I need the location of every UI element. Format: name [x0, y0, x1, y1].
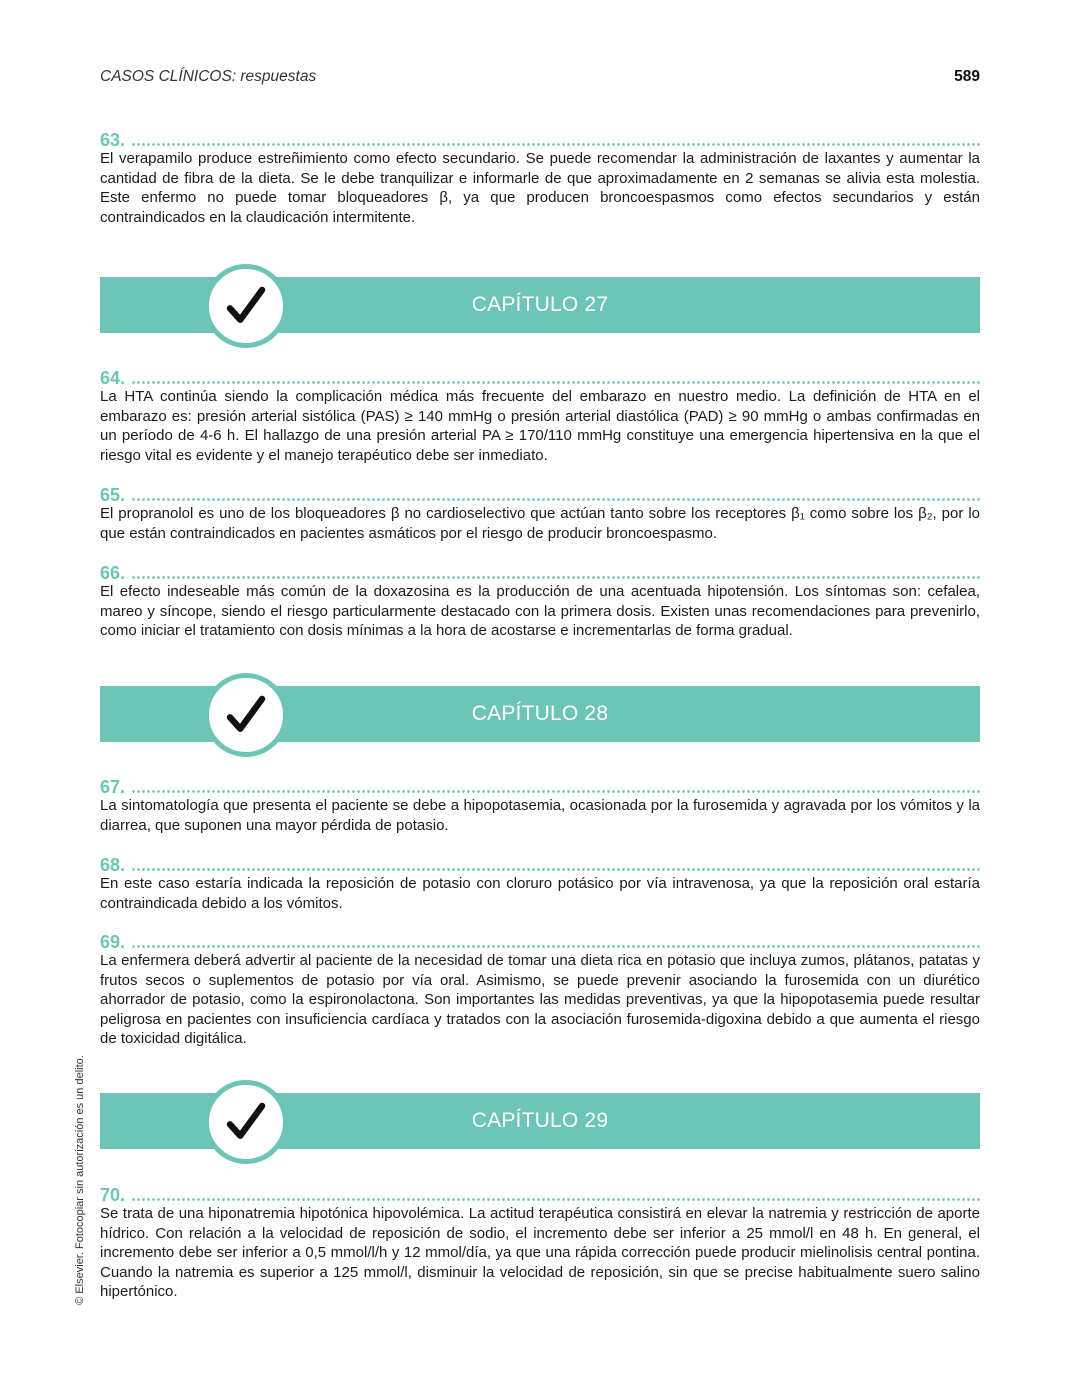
chapter-28-banner	[100, 686, 980, 742]
question-heading	[100, 482, 980, 504]
question-number: 68.	[100, 855, 126, 875]
question-number: 69.	[100, 932, 126, 952]
chapter-title: CAPÍTULO 28	[471, 702, 609, 725]
running-title: CASOS CLÍNICOS: respuestas	[100, 68, 317, 85]
question-67	[100, 774, 980, 835]
dotted-leader	[131, 143, 980, 146]
chapter-29-banner	[100, 1093, 980, 1149]
question-number: 63.	[100, 130, 126, 150]
dotted-leader	[131, 945, 980, 948]
answer-text: Se trata de una hiponatremia hipotónica hipovolémica. La actitud terapéutica consistirá en elevar la natremia y restricción de aporte hídrico. Con relación a la velocidad de reposición de sodio, el incremento debe ser inferior a 25 mmol/l en 48 h. En general, el incremento debe ser inferior a 0,5 mmol/l/h y 12 mmol/día, ya que una rápida corrección puede producir mielinolisis central pontina. Cuando la natremia es superior a 125 mmol/l, disminuir la velocidad de reposición, sin que se precise habitualmente suero salino hipertónico.	[100, 1205, 980, 1301]
answer-text: La sintomatología que presenta el paciente se debe a hipopotasemia, ocasionada por la furosemida y agravada por los vómitos y la diarrea, que suponen una mayor pérdida de potasio.	[100, 797, 980, 834]
question-heading	[100, 852, 980, 874]
question-66	[100, 560, 980, 641]
dotted-leader	[131, 790, 980, 793]
answer-text: El propranolol es uno de los bloqueadores β no cardioselectivo que actúan tanto sobre los receptores β₁ como sobre los β₂, por lo que están contraindicados en pacientes asmáticos por el riesgo de producir broncoespasmo.	[100, 505, 980, 542]
dotted-leader	[131, 1198, 980, 1201]
question-63	[100, 127, 980, 227]
chapter-27-banner	[100, 277, 980, 333]
chapter-title: CAPÍTULO 29	[471, 1109, 609, 1132]
question-number: 70.	[100, 1185, 126, 1205]
answer-text: En este caso estaría indicada la reposición de potasio con cloruro potásico por vía intravenosa, ya que la reposición oral estaría contraindicada debido a los vómitos.	[100, 875, 980, 912]
answer-text: La enfermera deberá advertir al paciente de la necesidad de tomar una dieta rica en potasio que incluya zumos, plátanos, patatas y frutos secos o suplementos de potasio por vía oral. Asimismo, se puede prevenir asociando la furosemida con un diurético ahorrador de potasio, como la espironolactona. Son importantes las medidas preventivas, ya que la hipopotasemia puede resultar peligrosa en pacientes con insuficiencia cardíaca y tratados con la asociación furosemida-digoxina debido a que aumenta el riesgo de toxicidad digitálica.	[100, 952, 980, 1048]
page-number: 589	[954, 68, 980, 85]
question-70	[100, 1182, 980, 1302]
answer-text: El verapamilo produce estreñimiento como efecto secundario. Se puede recomendar la administración de laxantes y aumentar la cantidad de fibra de la dieta. Se le debe tranquilizar e informarle de que aproximadamente en 2 semanas se alivia esta molestia. Este enfermo no puede tomar bloqueadores β, ya que producen broncoespasmos como efectos secundarios y están contraindicados en la claudicación intermitente.	[100, 150, 980, 226]
question-heading	[100, 1182, 980, 1204]
question-heading	[100, 127, 980, 149]
answer-text: El efecto indeseable más común de la doxazosina es la producción de una acentuada hipotensión. Los síntomas son: cefalea, mareo y síncope, siendo el riesgo particularmente destacado con la primera dosis. Existen unas recomendaciones para prevenirlo, como iniciar el tratamiento con dosis mínimas a la hora de acostarse e incrementarlas de forma gradual.	[100, 583, 980, 640]
question-heading	[100, 365, 980, 387]
dotted-leader	[131, 381, 980, 384]
chapter-title: CAPÍTULO 27	[471, 293, 609, 316]
question-heading	[100, 929, 980, 951]
answer-text: La HTA continúa siendo la complicación médica más frecuente del embarazo en nuestro medio. La definición de HTA en el embarazo es: presión arterial sistólica (PAS) ≥ 140 mmHg o presión arterial diastólica (PAD) ≥ 90 mmHg o ambas confirmadas en un período de 4-6 h. El hallazgo de una presión arterial PA ≥ 170/110 mmHg constituye una emergencia hipertensiva en la que el riesgo vital es evidente y el manejo terapéutico debe ser inmediato.	[100, 388, 980, 464]
question-64	[100, 365, 980, 465]
question-number: 64.	[100, 368, 126, 388]
question-number: 67.	[100, 777, 126, 797]
question-heading	[100, 774, 980, 796]
copyright-side-note	[73, 1055, 87, 1305]
dotted-leader	[131, 576, 980, 579]
dotted-leader	[131, 868, 980, 871]
question-number: 66.	[100, 563, 126, 583]
dotted-leader	[131, 498, 980, 501]
question-heading	[100, 560, 980, 582]
question-number: 65.	[100, 485, 126, 505]
question-65	[100, 482, 980, 543]
copyright-text: © Elsevier. Fotocopiar sin autorización es un delito.	[74, 1055, 86, 1305]
page-header	[100, 68, 980, 90]
question-68	[100, 852, 980, 913]
question-69	[100, 929, 980, 1049]
